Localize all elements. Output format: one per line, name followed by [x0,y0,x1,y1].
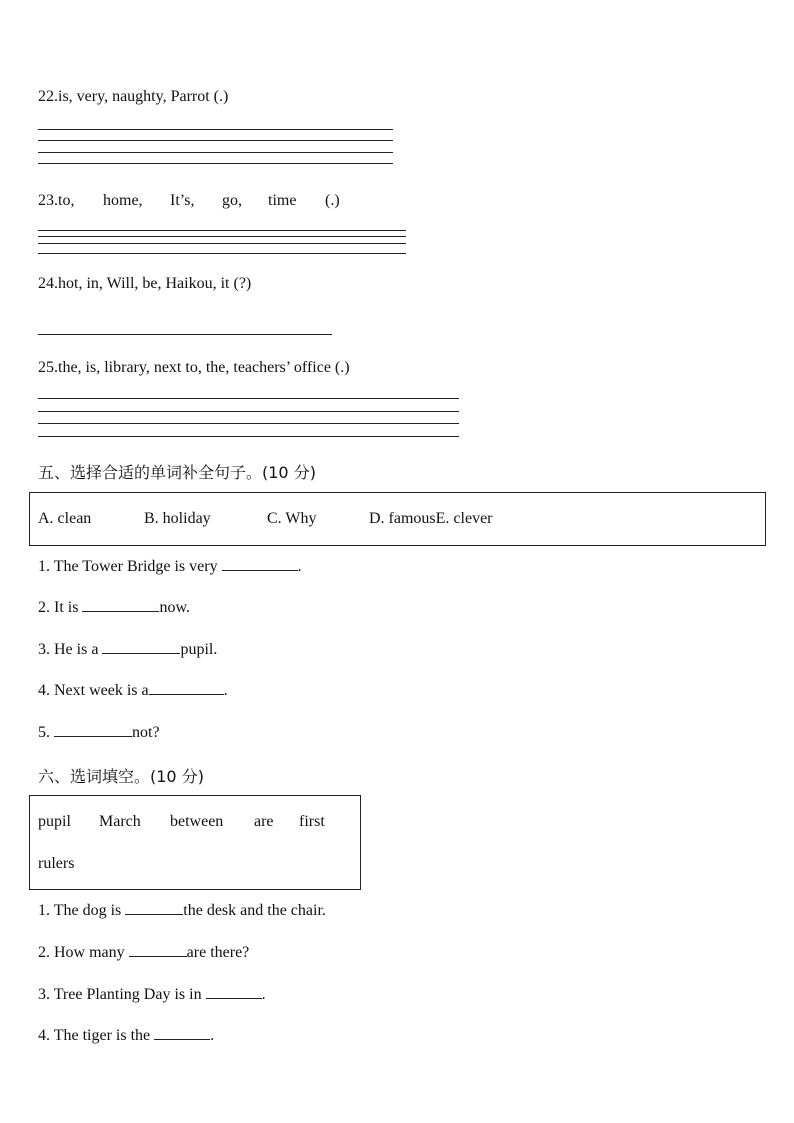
answer-line[interactable] [38,423,459,424]
answer-line[interactable] [38,243,406,244]
answer-line[interactable] [38,253,406,254]
sentence-text: not? [132,724,160,741]
question-23-number: 23.to, [38,192,75,209]
word-option: D. famousE. clever [369,510,493,527]
sentence-text: . [261,986,266,1003]
word-bank-box [29,795,361,890]
sentence-text: 3. He is a [38,641,103,658]
sentence-text: . [297,558,302,575]
sentence-text: now. [159,599,190,616]
sentence-text: 3. Tree Planting Day is in [38,986,206,1003]
answer-blank[interactable] [125,914,183,915]
question-23-word: go, [222,192,242,209]
fill-sentence [38,902,326,920]
question-23-word: It’s, [170,192,195,209]
question-25: 25.the, is, library, next to, the, teachers’ office (.) [38,359,350,376]
word-option: A. clean [38,510,92,527]
answer-blank[interactable] [149,694,224,695]
sentence-text: 1. The dog is [38,902,126,919]
word-bank-word: are [254,813,274,830]
answer-blank[interactable] [154,1039,210,1040]
sentence-text: . [210,1027,215,1044]
word-bank-word: March [99,813,141,830]
answer-blank[interactable] [222,570,298,571]
sentence-text: . [223,682,228,699]
sentence-text: 4. Next week is a [38,682,149,699]
fill-sentence [38,986,266,1004]
answer-line[interactable] [38,436,459,437]
answer-line[interactable] [38,411,459,412]
sentence-text: 2. It is [38,599,83,616]
word-bank-word: rulers [38,855,75,872]
fill-sentence [38,599,190,617]
section-5-heading: 五、选择合适的单词补全句子。(10 分) [38,463,316,482]
question-22: 22.is, very, naughty, Parrot (.) [38,88,229,105]
sentence-text: 5. [38,724,54,741]
sentence-text: are there? [186,944,250,961]
sentence-text: 1. The Tower Bridge is very [38,558,222,575]
answer-blank[interactable] [102,653,180,654]
fill-sentence [38,1027,214,1045]
sentence-text: 2. How many [38,944,129,961]
word-option: C. Why [267,510,317,527]
word-bank-word: pupil [38,813,71,830]
question-23-word: (.) [325,192,340,209]
answer-line[interactable] [38,230,406,231]
answer-line[interactable] [38,163,393,164]
answer-blank[interactable] [82,611,159,612]
answer-line[interactable] [38,334,332,335]
answer-line[interactable] [38,236,406,237]
word-bank-word: between [170,813,224,830]
answer-line[interactable] [38,129,393,130]
answer-blank[interactable] [206,998,262,999]
question-23-word: time [268,192,297,209]
answer-line[interactable] [38,152,393,153]
word-option: B. holiday [144,510,211,527]
answer-blank[interactable] [129,956,187,957]
fill-sentence [38,558,302,576]
answer-blank[interactable] [54,736,132,737]
sentence-text: the desk and the chair. [183,902,326,919]
fill-sentence [38,641,217,659]
word-bank-word: first [299,813,325,830]
fill-sentence [38,724,160,742]
fill-sentence [38,682,228,700]
answer-line[interactable] [38,398,459,399]
sentence-text: pupil. [180,641,218,658]
sentence-text: 4. The tiger is the [38,1027,155,1044]
fill-sentence [38,944,249,962]
question-23-word: home, [103,192,143,209]
answer-line[interactable] [38,140,393,141]
section-6-heading: 六、选词填空。(10 分) [38,767,204,786]
question-24: 24.hot, in, Will, be, Haikou, it (?) [38,275,252,292]
